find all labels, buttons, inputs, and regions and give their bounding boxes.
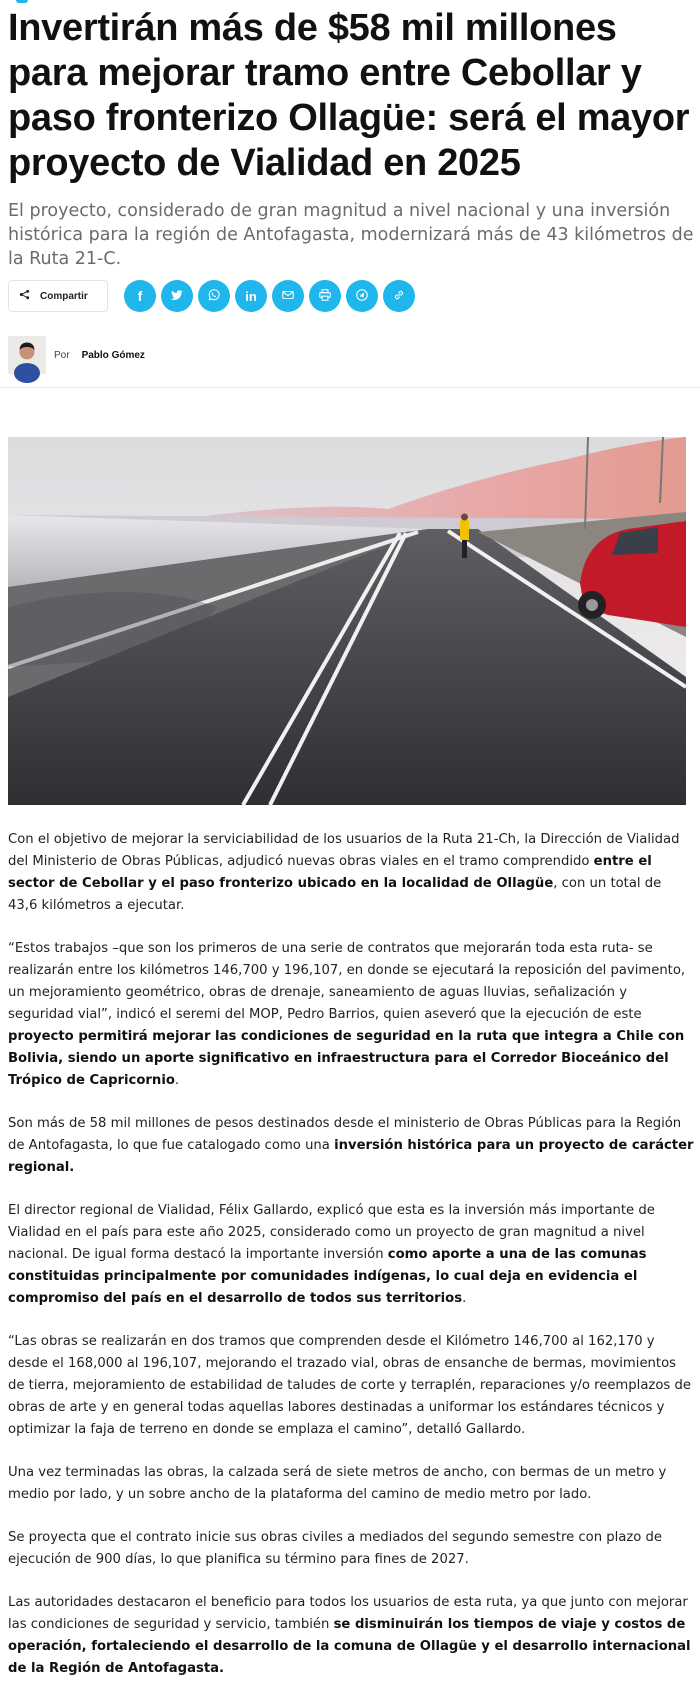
share-icon: [19, 287, 30, 305]
link-icon: [392, 288, 406, 305]
linkedin-icon: in: [245, 288, 257, 304]
share-email-button[interactable]: [272, 280, 304, 312]
article-paragraph: El director regional de Vialidad, Félix Gallardo, explicó que esta es la inversión más importante de Vialidad en el país para este año 2025, considerado como un proyecto de gran magnitud a nivel nacional. De igual forma destacó la importante inversión como aporte a una de las comunas constituidas principalmente por comunidades indígenas, lo cual deja en evidencia el compromiso del país en el desarrollo de todos sus territorios.: [8, 1203, 655, 1306]
share-toolbar: [8, 280, 415, 312]
email-icon: [281, 288, 295, 305]
share-print-button[interactable]: [309, 280, 341, 312]
article-paragraph: Una vez terminadas las obras, la calzada será de siete metros de ancho, con bermas de un metro y medio por lado, y un sobre ancho de la plataforma del camino de medio metro por lado.: [8, 1465, 667, 1502]
share-facebook-button[interactable]: [124, 280, 156, 312]
article-paragraph: “Estos trabajos –que son los primeros de una serie de contratos que mejorarán toda esta ruta- se realizarán entre los kilómetros 146,700 y 196,107, en donde se ejecutará la reposición del pavimento, un mejoramiento geométrico, obras de drenaje, saneamiento de aguas lluvias, señalización y seguridad vial”, indicó el seremi del MOP, Pedro Barrios, quien aseveró que la ejecución de este proyecto permitirá mejorar las condiciones de seguridad en la ruta que integra a Chile con Bolivia, siendo un aporte significativo en infraestructura para el Corredor Bioceánico del Trópico de Capricornio.: [8, 941, 686, 1088]
article-body: [8, 829, 694, 1701]
share-label: Compartir: [40, 290, 88, 302]
article-headline: Invertirán más de $58 mil millones para mejorar tramo entre Cebollar y paso fronterizo Ollagüe: será el mayor proyecto de Vialidad en 2025: [8, 7, 690, 184]
share-whatsapp-button[interactable]: [198, 280, 230, 312]
whatsapp-icon: [207, 288, 221, 305]
header-divider: [0, 387, 700, 388]
article-paragraph: Las autoridades destacaron el beneficio para todos los usuarios de esta ruta, ya que junto con mejorar las condiciones de seguridad y servicio, también se disminuirán los tiempos de viaje y costos de operación, fortaleciendo el desarrollo de la comuna de Ollagüe y el desarrollo internacional de la Región de Antofagasta.: [8, 1595, 691, 1676]
article-paragraph: Se proyecta que el contrato inicie sus obras civiles a mediados del segundo semestre con plazo de ejecución de 900 días, lo que planifica su término para fines de 2027.: [8, 1530, 663, 1567]
share-button[interactable]: [8, 280, 108, 312]
author-name[interactable]: Pablo Gómez: [81, 349, 145, 361]
author-prefix: Por: [54, 349, 70, 361]
twitter-icon: [170, 288, 184, 305]
article-paragraph: “Las obras se realizarán en dos tramos que comprenden desde el Kilómetro 146,700 al 162,170 y desde el 168,000 al 196,107, mejorando el trazado vial, obras de ensanche de bermas, movimientos de tierra, mejoramiento de estabilidad de taludes de corte y terraplén, reparaciones y/o reemplazos de obras de arte y en general todas aquellas labores destinadas a uniformar los estándares técnicos y optimizar la faja de terreno en donde se emplaza el camino”, detalló Gallardo.: [8, 1334, 691, 1437]
article-paragraph: Con el objetivo de mejorar la serviciabilidad de los usuarios de la Ruta 21-Ch, la Dirección de Vialidad del Ministerio de Obras Públicas, adjudicó nuevas obras viales en el tramo comprendido entre el sector de Cebollar y el paso fronterizo ubicado en la localidad de Ollagüe, con un total de 43,6 kilómetros a ejecutar.: [8, 832, 680, 913]
author-byline: [8, 336, 145, 374]
author-avatar[interactable]: [8, 336, 46, 374]
share-twitter-button[interactable]: [161, 280, 193, 312]
share-link-button[interactable]: [383, 280, 415, 312]
share-icons-list: [124, 280, 415, 312]
share-telegram-button[interactable]: [346, 280, 378, 312]
share-linkedin-button[interactable]: [235, 280, 267, 312]
article-paragraph: Son más de 58 mil millones de pesos destinados desde el ministerio de Obras Públicas para la Región de Antofagasta, lo que fue catalogado como una inversión histórica para un proyecto de carácter regional.: [8, 1116, 694, 1175]
article-photo: [8, 437, 686, 805]
print-icon: [318, 288, 332, 305]
article-subtitle: El proyecto, considerado de gran magnitud a nivel nacional y una inversión histórica para la región de Antofagasta, modernizará más de 43 kilómetros de la Ruta 21-C.: [8, 201, 694, 269]
top-accent-bar: [16, 0, 28, 3]
facebook-icon: f: [137, 288, 143, 304]
telegram-icon: [355, 288, 369, 305]
